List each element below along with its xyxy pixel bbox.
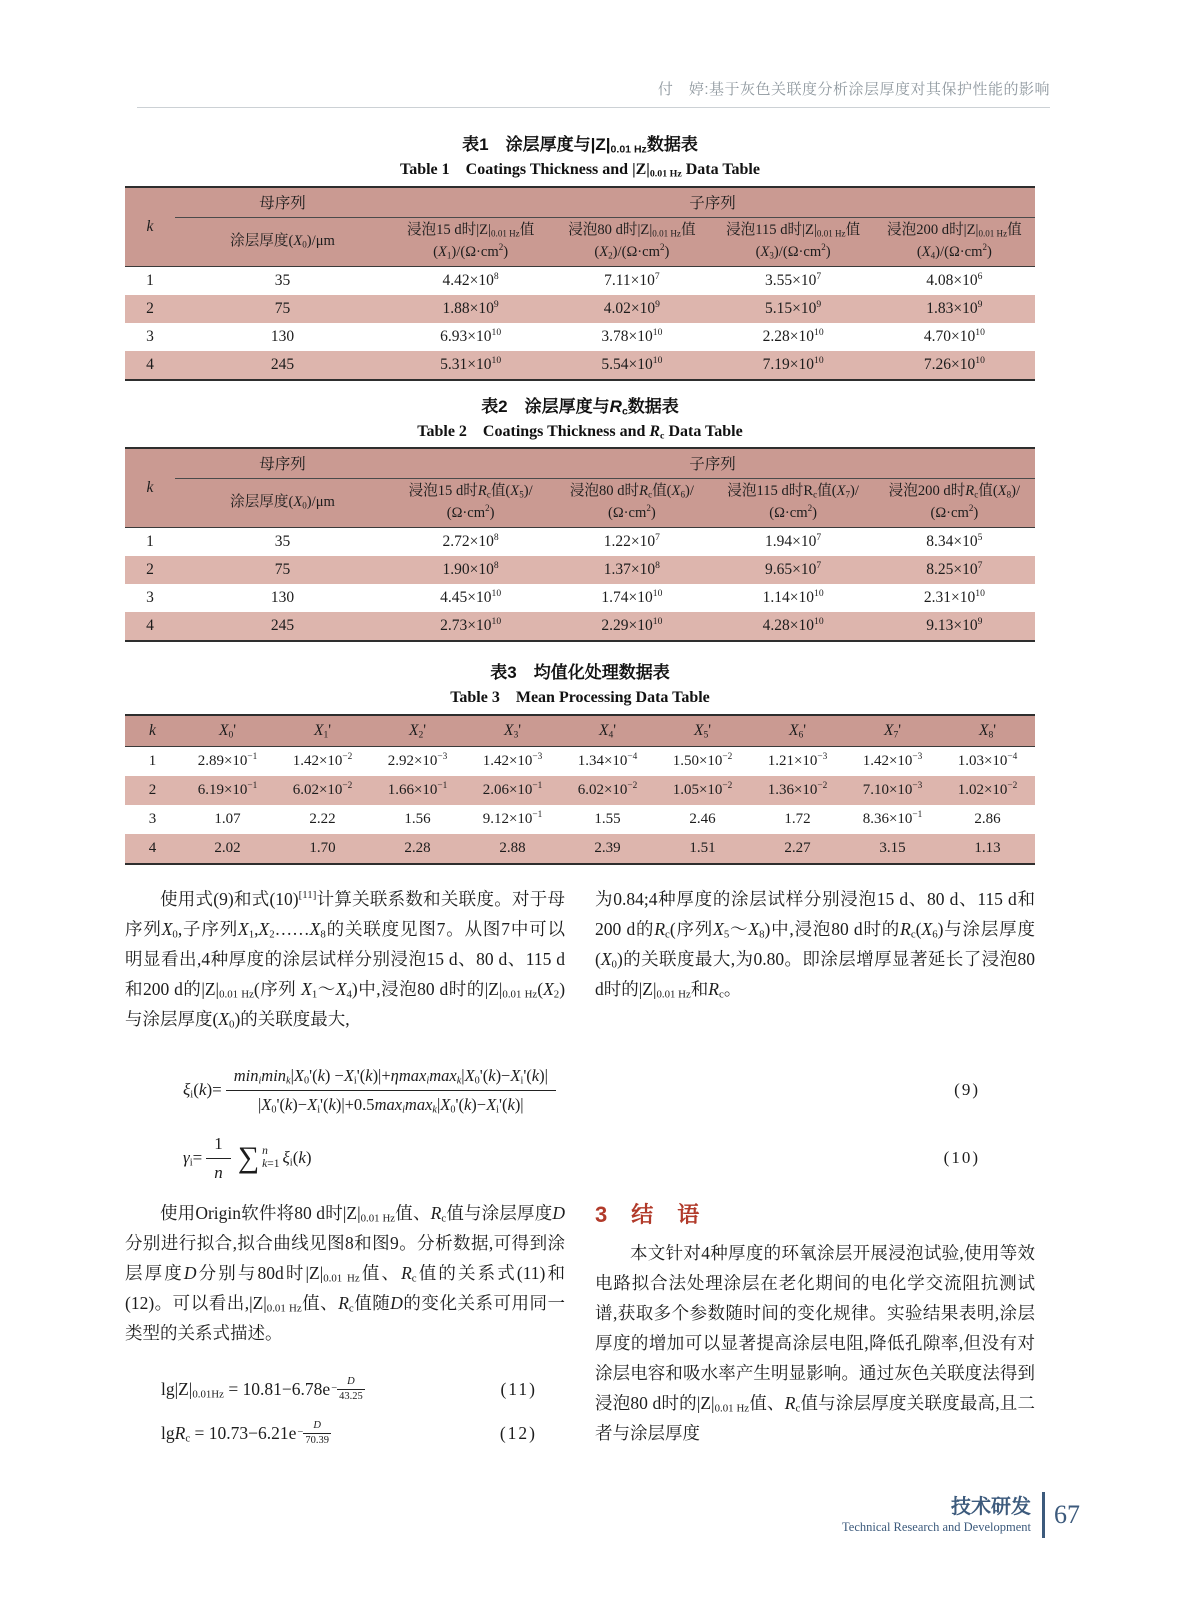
eq10-lhs: $\gamma_i=$ (183, 1148, 203, 1169)
table1-header-x4 (874, 217, 1035, 266)
table2-caption (125, 394, 1035, 444)
header-line: 浸泡115 d时$|Z|_{0.01 Hz}$值 (726, 222, 861, 239)
table-cell: 1.70 (275, 834, 370, 864)
paragraph-left: 使用式(9)和式(10)[11]计算关联系数和关联度。对于母序列$X_0$,子序列$X_1,X_2\dots\dots X_8$的关联度见图7。从图7中可以明显看出,4种厚度的涂层试样分别浸泡15 d、80 d、115 d和200 d的$|Z|_{0.01 Hz}$(序列 $X_1\sim X_4$)中,浸泡80 d时的$|Z|_{0.01 Hz}(X_2)$与涂层厚度$(X_0)$的关联度最大, (125, 889, 566, 1031)
eq9-denominator: $|X_0'(k)-X_i'(k)|+0.5\max_i\max_k|X_0'(k)-X_i'(k)|$ (257, 1094, 524, 1116)
header-line: $(X_4)/(\Omega\cdot cm^2)$ (916, 241, 992, 260)
left-column (125, 1198, 565, 1448)
table-cell: 35 (274, 532, 291, 550)
eq11-exponent (331, 1374, 365, 1404)
table-cell: 1 (146, 271, 154, 289)
table-cell: 1.07 (214, 811, 241, 827)
table-cell: $1.83\times 10^9$ (926, 298, 983, 317)
eq10-rhs: $\xi_i(k)$ (282, 1148, 312, 1169)
header-line: 浸泡200 d时$R_c$值$(X_8)/$ (888, 483, 1021, 500)
table-cell: $2.28\times 10^{10}$ (762, 326, 824, 345)
table2-header-thickness: 涂层厚度$(X_0)/\mu m$ (175, 478, 390, 527)
table-cell: $1.37\times 10^8$ (603, 559, 660, 578)
table-cell: $5.54\times 10^{10}$ (551, 351, 712, 380)
table-cell: 1.55 (594, 811, 621, 827)
header-line: 浸泡200 d时$|Z|_{0.01 Hz}$值 (887, 222, 1022, 239)
table-cell: 3 (148, 811, 157, 827)
table-cell: $7.19\times 10^{10}$ (713, 351, 874, 380)
eq11-lhs: $\lg|Z|_{0.01Hz} = 10.81-6.78e$ (161, 1379, 331, 1401)
table-cell: $5.15\times 10^9$ (765, 298, 822, 317)
table-cell: $9.65\times 10^7$ (765, 559, 822, 578)
table3 (125, 714, 1035, 865)
table-row (125, 527, 1035, 556)
eq10-sum-limits (262, 1145, 279, 1171)
header-line: $(\Omega\cdot cm^2)$ (769, 502, 818, 521)
table1-caption-cn: 表1 涂层厚度与$|Z|_{0.01 Hz}$数据表 (462, 135, 698, 156)
table-cell: 75 (274, 299, 291, 317)
table-cell: $8.34\times 10^5$ (926, 531, 983, 550)
table3-header-x5: $X_5'$ (655, 715, 750, 747)
table-cell: $4.08\times 10^6$ (926, 270, 983, 289)
table-row (125, 351, 1035, 380)
body-paragraphs-1 (125, 884, 1035, 1034)
table2-caption-cn: 表2 涂层厚度与$R_c$数据表 (481, 397, 679, 418)
eq11-exp-den: 43.25 (339, 1390, 363, 1402)
table2-header-x8 (874, 478, 1035, 527)
table-cell: $1.88\times 10^9$ (442, 298, 499, 317)
table2-header-mother: 母序列 (175, 448, 390, 478)
table3-header-x3: $X_3'$ (465, 715, 560, 747)
table-cell: 130 (270, 588, 295, 606)
page-footer (842, 1492, 1080, 1538)
body-paragraphs-2 (125, 1198, 1035, 1448)
table3-caption-en: Table 3 Mean Processing Data Table (450, 689, 710, 706)
eq12-exp-fraction (303, 1420, 331, 1446)
table-cell: $1.94\times 10^7$ (765, 531, 822, 550)
table-cell: $1.74\times 10^{10}$ (601, 587, 663, 606)
table-cell: $7.10\times 10^{-3}$ (862, 781, 923, 798)
paragraph-conclusion: 本文针对4种厚度的环氧涂层开展浸泡试验,使用等效电路拟合法处理涂层在老化期间的电化学交流阻抗测试谱,获取多个参数随时间的变化规律。实验结果表明,涂层厚度的增加可以显著提高涂层电阻,降低孔隙率,但没有对涂层电容和吸水率产生明显影响。通过灰色关联度法得到浸泡80 d时的$|Z|_{0.01 Hz}$值、$R_c$值与涂层厚度关联度最高,且二者与涂层厚度 (595, 1243, 1036, 1443)
table-row (125, 323, 1035, 351)
table-cell: 2.27 (750, 834, 845, 864)
table-cell: $9.12\times 10^{-1}$ (482, 810, 543, 827)
table-cell: $1.21\times 10^{-3}$ (767, 752, 828, 769)
table-cell: $2.73\times 10^{10}$ (390, 612, 551, 641)
table2-header-k: k (125, 448, 175, 527)
eq9-number: (9) (954, 1080, 980, 1099)
table-cell: 2 (146, 299, 154, 317)
table1-header-x3 (713, 217, 874, 266)
eq11-exp-minus: − (331, 1383, 338, 1394)
table-cell: 1 (146, 532, 154, 550)
table-cell: 1.13 (940, 834, 1035, 864)
eq12-exponent (297, 1418, 331, 1448)
table3-caption (125, 660, 1035, 710)
table-cell: $1.66\times 10^{-1}$ (387, 781, 448, 798)
header-line: 浸泡15 d时$R_c$值$(X_5)/$ (408, 483, 533, 500)
paragraph-left-2: 使用Origin软件将80 d时$|Z|_{0.01 Hz}$值、$R_c$值与涂层厚度D分别进行拟合,拟合曲线见图8和图9。分析数据,可得到涂层厚度D分别与80d时$|Z|_{0.01 Hz}$值、$R_c$值的关系式(11)和(12)。可以看出$,|Z|_{0.01 Hz}$值、$R_c$值随D的变化关系可用同一类型的关系式描述。 (125, 1203, 566, 1343)
eq12-lhs: lgR$_c$ = 10.73−6.21e (161, 1423, 297, 1445)
footer-label-cn: 技术研发 (951, 1496, 1031, 1518)
table-cell: 245 (175, 612, 390, 641)
table-cell: $1.02\times 10^{-2}$ (957, 781, 1018, 798)
table-cell: 75 (274, 560, 291, 578)
header-line: 浸泡15 d时$|Z|_{0.01 Hz}$值 (406, 222, 535, 239)
table1 (125, 186, 1035, 381)
eq12-exp-minus: − (297, 1427, 304, 1438)
table2-caption-en: Table 2 Coatings Thickness and $R_c$ Data Table (417, 423, 743, 442)
table-cell: $1.42\times 10^{-3}$ (862, 752, 923, 769)
footer-section-label (842, 1495, 1031, 1535)
equation-11 (125, 1374, 565, 1404)
table3-header-x1: $X_1'$ (275, 715, 370, 747)
table-row (125, 776, 1035, 805)
header-line: $(\Omega\cdot cm^2)$ (446, 502, 495, 521)
table-cell: 1 (148, 753, 157, 769)
table-cell: 245 (175, 351, 390, 380)
table-cell: 2.46 (689, 811, 716, 827)
header-line: $(X_3)/(\Omega\cdot cm^2)$ (755, 241, 831, 260)
header-line: 浸泡115 d时$R_c$值$(X_7)/$ (727, 483, 859, 500)
table-row (125, 556, 1035, 584)
eq12-exp-num: D (303, 1420, 331, 1434)
table-row (125, 834, 1035, 864)
table-cell: 4 (125, 834, 180, 864)
table-cell: 2.39 (560, 834, 655, 864)
eq10-sum-bottom: k=1 (262, 1158, 280, 1170)
table-cell: $1.14\times 10^{10}$ (762, 587, 824, 606)
eq10-sum-top: n (262, 1144, 268, 1157)
table-cell: $4.42\times 10^8$ (442, 270, 499, 289)
table3-header-k: k (125, 715, 180, 747)
table-row (125, 612, 1035, 641)
table-cell: 2.28 (370, 834, 465, 864)
table-cell: $3.55\times 10^7$ (765, 270, 822, 289)
table-cell: $6.93\times 10^{10}$ (440, 326, 502, 345)
table-cell: 4 (125, 612, 175, 641)
table-cell: $1.36\times 10^{-2}$ (767, 781, 828, 798)
table-cell: $1.42\times 10^{-2}$ (292, 752, 353, 769)
table3-header-x2: $X_2'$ (370, 715, 465, 747)
right-column (595, 1198, 1035, 1448)
header-line: $(X_2)/(\Omega\cdot cm^2)$ (594, 241, 670, 260)
table-cell: 3.15 (845, 834, 940, 864)
table-cell: $1.03\times 10^{-4}$ (957, 752, 1018, 769)
table-row (125, 295, 1035, 323)
eq9-fraction (226, 1066, 556, 1115)
table2 (125, 447, 1035, 642)
eq11-number: (11) (500, 1379, 537, 1399)
table2-header-x7 (713, 478, 874, 527)
table-cell: $2.72\times 10^8$ (442, 531, 499, 550)
table-cell: $4.28\times 10^{10}$ (713, 612, 874, 641)
table-cell: $4.02\times 10^9$ (603, 298, 660, 317)
table-cell: 2 (146, 560, 154, 578)
table-cell: 3 (146, 588, 154, 606)
table-cell: 1.51 (655, 834, 750, 864)
table-cell: $4.45\times 10^{10}$ (440, 587, 502, 606)
table2-header-x5 (390, 478, 551, 527)
table3-header-x0: $X_0'$ (180, 715, 275, 747)
table-row (125, 747, 1035, 777)
table-cell: 1.56 (404, 811, 431, 827)
eq12-exp-den: 70.39 (305, 1434, 329, 1446)
table2-header-child: 子序列 (390, 448, 1035, 478)
footer-label-en: Technical Research and Development (842, 1520, 1031, 1534)
eq10-number: (10) (943, 1148, 980, 1167)
table3-header-x8: $X_8'$ (940, 715, 1035, 747)
table3-caption-cn: 表3 均值化处理数据表 (490, 663, 670, 682)
table1-caption (125, 132, 1035, 182)
table-cell: $1.22\times 10^7$ (603, 531, 660, 550)
table-cell: $2.89\times 10^{-1}$ (197, 752, 258, 769)
table-cell: 2.22 (309, 811, 336, 827)
table-cell: $2.06\times 10^{-1}$ (482, 781, 543, 798)
table1-caption-en: Table 1 Coatings Thickness and $|Z|_{0.01 Hz}$ Data Table (400, 161, 760, 180)
table2-header-x6 (551, 478, 712, 527)
table-cell: 2.02 (180, 834, 275, 864)
table3-header-x4: $X_4'$ (560, 715, 655, 747)
eq10-fraction (206, 1134, 231, 1183)
table-cell: $1.05\times 10^{-2}$ (672, 781, 733, 798)
table1-header-k: k (125, 187, 175, 266)
sigma-symbol: ∑ (237, 1141, 260, 1174)
table-cell: $1.34\times 10^{-4}$ (577, 752, 638, 769)
eq11-exp-fraction (337, 1376, 365, 1402)
table1-header-mother: 母序列 (175, 187, 390, 217)
equation-12 (125, 1418, 565, 1448)
table-row (125, 584, 1035, 612)
table-cell: $8.36\times 10^{-1}$ (862, 810, 923, 827)
table-cell: $2.31\times 10^{10}$ (923, 587, 985, 606)
table-cell: $7.11\times 10^7$ (604, 270, 660, 289)
header-line: $(\Omega\cdot cm^2)$ (930, 502, 979, 521)
footer-divider-bar (1042, 1492, 1045, 1538)
eq11-exp-num: D (337, 1376, 365, 1390)
equation-10 (125, 1132, 1035, 1184)
table-cell: $6.02\times 10^{-2}$ (577, 781, 638, 798)
table-cell: 130 (270, 327, 295, 345)
table-row (125, 805, 1035, 834)
table-cell: 2.88 (465, 834, 560, 864)
table-row (125, 266, 1035, 295)
eq10-sum (238, 1143, 280, 1173)
page-number: 67 (1054, 1500, 1080, 1529)
header-line: $(X_1)/(\Omega\cdot cm^2)$ (433, 241, 509, 260)
table-cell: 1.72 (784, 811, 811, 827)
table-cell: $4.70\times 10^{10}$ (923, 326, 985, 345)
section-3-heading: 3 结 语 (595, 1202, 701, 1227)
eq9-numerator: $\min_i\min_k|X_0'(k) -X_i'(k)|+\eta\max_i\max_k|X_0'(k)-X_i'(k)|$ (226, 1066, 556, 1091)
table-cell: $5.31\times 10^{10}$ (390, 351, 551, 380)
table3-header-x7: $X_7'$ (845, 715, 940, 747)
equation-9 (125, 1048, 1035, 1132)
table-cell: 3 (146, 327, 154, 345)
table-cell: $1.42\times 10^{-3}$ (482, 752, 543, 769)
table-cell: $1.90\times 10^8$ (442, 559, 499, 578)
table1-header-x2 (551, 217, 712, 266)
table-cell: 4 (125, 351, 175, 380)
eq12-number: (12) (499, 1423, 537, 1443)
table1-header-thickness: 涂层厚度$(X_0)/\mu m$ (175, 217, 390, 266)
table-cell: $3.78\times 10^{10}$ (601, 326, 663, 345)
table-cell: $8.25\times 10^7$ (926, 559, 983, 578)
eq9-lhs: $\xi_i(k)=$ (183, 1080, 222, 1101)
table3-header-x6: $X_6'$ (750, 715, 845, 747)
table1-header-child: 子序列 (390, 187, 1035, 217)
header-line: $(\Omega\cdot cm^2)$ (607, 502, 656, 521)
header-line: 浸泡80 d时$|Z|_{0.01 Hz}$值 (568, 222, 696, 239)
table-cell: $6.02\times 10^{-2}$ (292, 781, 353, 798)
paragraph-right: 为0.84;4种厚度的涂层试样分别浸泡15 d、80 d、115 d和200 d的$R_c$(序列$X_5\sim X_8$)中,浸泡80 d时的$R_c(X_6)$与涂层厚度$(X_0)$的关联度最大,为0.80。即涂层增厚显著延长了浸泡80 d时的$|Z|_{0.01 Hz}$和$R_c$。 (595, 889, 1035, 1001)
table-cell: 2.86 (974, 811, 1001, 827)
table-cell: $2.92\times 10^{-3}$ (387, 752, 448, 769)
table-cell: 35 (274, 271, 291, 289)
table-cell: $1.50\times 10^{-2}$ (672, 752, 733, 769)
table-cell: 2 (148, 782, 157, 798)
table-cell: $9.13\times 10^9$ (874, 612, 1035, 641)
running-head: 付 婷:基于灰色关联度分析涂层厚度对其保护性能的影响 (137, 78, 1050, 108)
header-line: 浸泡80 d时$R_c$值$(X_6)/$ (569, 483, 694, 500)
eq10-frac-num: 1 (206, 1134, 231, 1159)
table-cell: $7.26\times 10^{10}$ (874, 351, 1035, 380)
table1-header-x1 (390, 217, 551, 266)
table-cell: $2.29\times 10^{10}$ (551, 612, 712, 641)
eq10-frac-den: n (214, 1162, 223, 1182)
table-cell: $6.19\times 10^{-1}$ (197, 781, 258, 798)
